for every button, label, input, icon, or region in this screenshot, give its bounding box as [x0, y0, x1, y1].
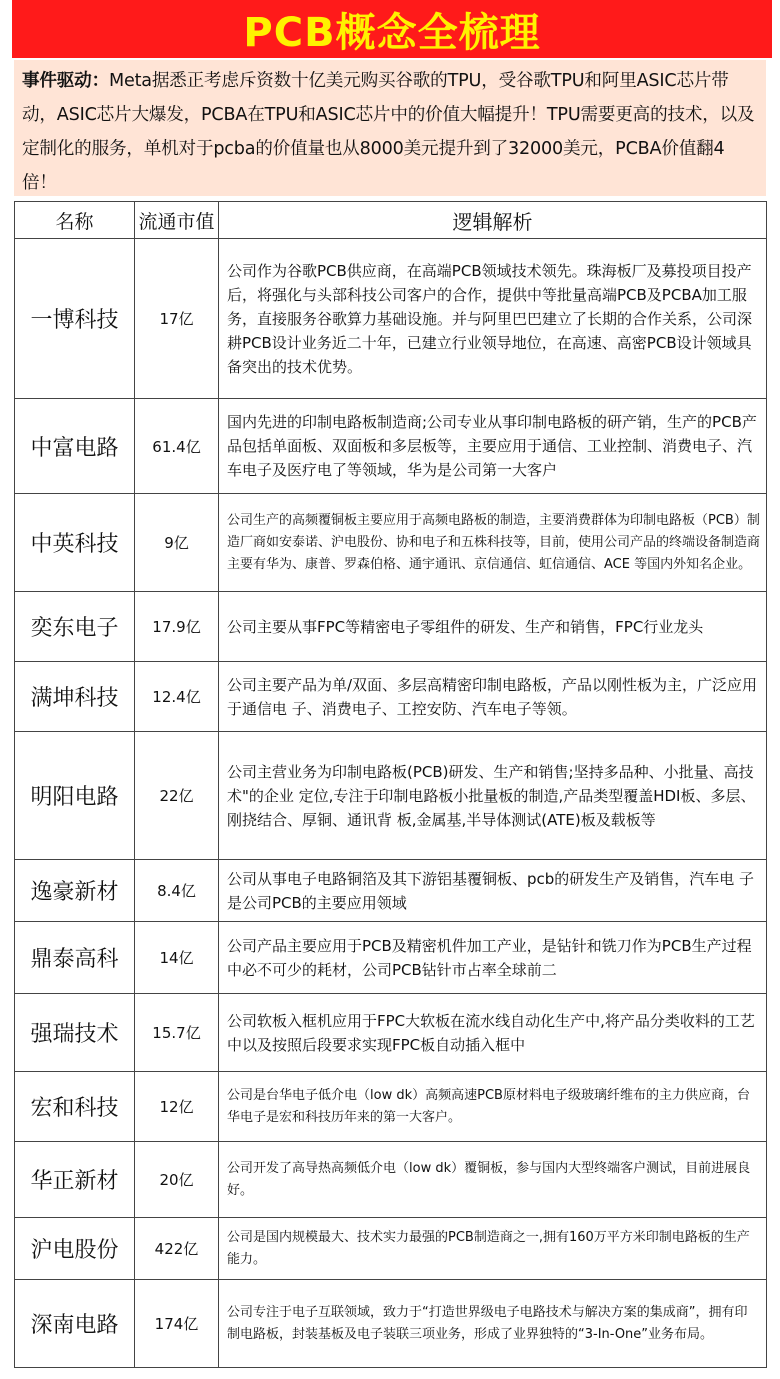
market-cap: 9亿 — [135, 494, 219, 592]
company-name: 深南电路 — [15, 1280, 135, 1368]
table-row — [15, 399, 767, 494]
company-name: 奕东电子 — [15, 592, 135, 662]
table-row — [15, 1072, 767, 1142]
company-name: 宏和科技 — [15, 1072, 135, 1142]
market-cap: 174亿 — [135, 1280, 219, 1368]
logic-text: 公司从事电子电路铜箔及其下游铝基覆铜板、pcb的研发生产及销售，汽车电 子是公司PCB的主要应用领域 — [219, 860, 767, 922]
header-name: 名称 — [15, 202, 135, 239]
logic-text: 公司产品主要应用于PCB及精密机件加工产业，是钻针和铣刀作为PCB生产过程中必不可少的耗材，公司PCB钻针市占率全球前二 — [219, 922, 767, 994]
page-title: PCB概念全梳理 — [243, 9, 541, 56]
market-cap: 12亿 — [135, 1072, 219, 1142]
company-name: 中富电路 — [15, 399, 135, 494]
company-name: 逸豪新材 — [15, 860, 135, 922]
logic-text: 公司主营业务为印制电路板(PCB)研发、生产和销售;坚持多品种、小批量、高技术"的企业 定位,专注于印制电路板小批量板的制造,产品类型覆盖HDI板、多层、刚挠结合、厚铜、通讯背 板,金属基,半导体测试(ATE)板及载板等 — [219, 732, 767, 860]
company-name: 沪电股份 — [15, 1218, 135, 1280]
logic-text: 公司软板入框机应用于FPC大软板在流水线自动化生产中,将产品分类收料的工艺中以及按照后段要求实现FPC板自动插入框中 — [219, 994, 767, 1072]
market-cap: 12.4亿 — [135, 662, 219, 732]
table-row — [15, 994, 767, 1072]
market-cap: 15.7亿 — [135, 994, 219, 1072]
table-row — [15, 1280, 767, 1368]
market-cap: 422亿 — [135, 1218, 219, 1280]
market-cap: 14亿 — [135, 922, 219, 994]
market-cap: 17亿 — [135, 239, 219, 399]
company-name: 鼎泰高科 — [15, 922, 135, 994]
table-row — [15, 1142, 767, 1218]
market-cap: 61.4亿 — [135, 399, 219, 494]
market-cap: 22亿 — [135, 732, 219, 860]
table-row — [15, 732, 767, 860]
header-logic: 逻辑解析 — [219, 202, 767, 239]
table-row — [15, 922, 767, 994]
logic-text: 公司主要从事FPC等精密电子零组件的研发、生产和销售，FPC行业龙头 — [219, 592, 767, 662]
logic-text: 公司专注于电子互联领域，致力于“打造世界级电子电路技术与解决方案的集成商”，拥有印制电路板，封装基板及电子装联三项业务，形成了业界独特的“3-In-One”业务布局。 — [219, 1280, 767, 1368]
company-name: 满坤科技 — [15, 662, 135, 732]
event-driver-text: Meta据悉正考虑斥资数十亿美元购买谷歌的TPU，受谷歌TPU和阿里ASIC芯片带动，ASIC芯片大爆发，PCBA在TPU和ASIC芯片中的价值大幅提升！TPU需要更高的技术，以及定制化的服务，单机对于pcba的价值量也从8000美元提升到了32000美元，PCBA价值翻4倍！ — [22, 71, 755, 193]
table-row — [15, 239, 767, 399]
logic-text: 公司生产的高频覆铜板主要应用于高频电路板的制造，主要消费群体为印制电路板（PCB）制造厂商如安泰诺、沪电股份、协和电子和五株科技等，目前，使用公司产品的终端设备制造商主要有华为、康普、罗森伯格、通宇通讯、京信通信、虹信通信、ACE 等国内外知名企业。 — [219, 494, 767, 592]
market-cap: 17.9亿 — [135, 592, 219, 662]
title-banner — [12, 0, 772, 58]
concept-table — [14, 201, 767, 1368]
logic-text: 公司是台华电子低介电（low dk）高频高速PCB原材料电子级玻璃纤维布的主力供应商，台华电子是宏和科技历年来的第一大客户。 — [219, 1072, 767, 1142]
company-name: 明阳电路 — [15, 732, 135, 860]
logic-text: 公司开发了高导热高频低介电（low dk）覆铜板，参与国内大型终端客户测试，目前进展良好。 — [219, 1142, 767, 1218]
table-header-row — [15, 202, 767, 239]
table-row — [15, 662, 767, 732]
table-row — [15, 1218, 767, 1280]
market-cap: 20亿 — [135, 1142, 219, 1218]
event-driver-label: 事件驱动： — [22, 71, 109, 91]
company-name: 一博科技 — [15, 239, 135, 399]
table-row — [15, 494, 767, 592]
logic-text: 国内先进的印制电路板制造商;公司专业从事印制电路板的研产销，生产的PCB产品包括单面板、双面板和多层板等，主要应用于通信、工业控制、消费电子、汽车电子及医疗电了等领域，华为是公司第一大客户 — [219, 399, 767, 494]
company-name: 强瑞技术 — [15, 994, 135, 1072]
header-market-cap: 流通市值 — [135, 202, 219, 239]
company-name: 华正新材 — [15, 1142, 135, 1218]
logic-text: 公司作为谷歌PCB供应商，在高端PCB领域技术领先。珠海板厂及募投项目投产后，将强化与头部科技公司客户的合作，提供中等批量高端PCB及PCBA加工服务，直接服务谷歌算力基础设施。并与阿里巴巴建立了长期的合作关系，公司深耕PCB设计业务近二十年，已建立行业领导地位，在高速、高密PCB设计领域具备突出的技术优势。 — [219, 239, 767, 399]
logic-text: 公司是国内规模最大、技术实力最强的PCB制造商之一,拥有160万平方米印制电路板的生产能力。 — [219, 1218, 767, 1280]
logic-text: 公司主要产品为单/双面、多层高精密印制电路板，产品以刚性板为主，广泛应用于通信电 子、消费电子、工控安防、汽车电子等领。 — [219, 662, 767, 732]
table-row — [15, 860, 767, 922]
market-cap: 8.4亿 — [135, 860, 219, 922]
table-row — [15, 592, 767, 662]
event-driver-box — [14, 60, 766, 196]
company-name: 中英科技 — [15, 494, 135, 592]
